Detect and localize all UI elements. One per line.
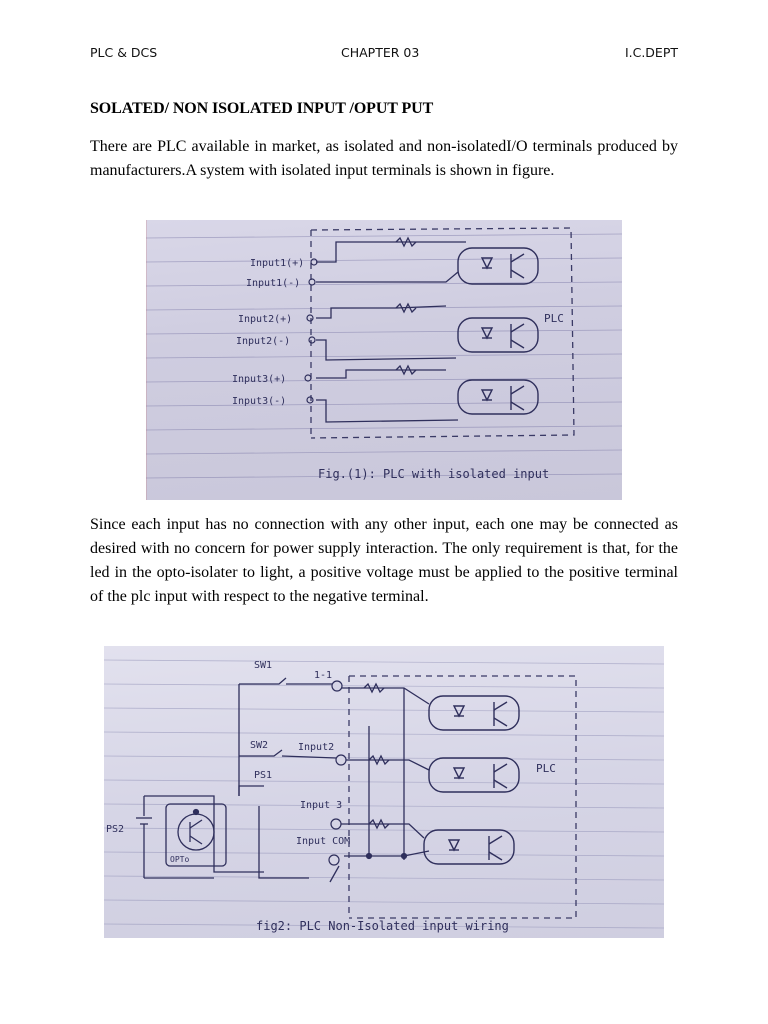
label-sw2: SW2 (250, 740, 269, 751)
paragraph-intro: There are PLC available in market, as isolated and non-isolatedI/O terminals produced by manufacturers.A system with isolated input terminals is shown in figure. (90, 138, 678, 179)
label-opto: OPTo (170, 855, 190, 864)
header-center: CHAPTER 03 (341, 45, 420, 60)
figure-isolated-input (146, 220, 622, 500)
label-sw1: SW1 (254, 660, 273, 671)
page-header (90, 45, 678, 65)
header-left: PLC & DCS (90, 45, 158, 60)
label-input-com: Input COM (296, 836, 351, 847)
label-input3-plus: Input3(+) (232, 374, 287, 385)
label-input1-plus: Input1(+) (250, 258, 305, 269)
label-ps1: PS1 (254, 770, 273, 781)
figure-non-isolated-input (104, 646, 664, 938)
label-input3: Input 3 (300, 800, 343, 811)
label-input2-plus: Input2(+) (238, 314, 293, 325)
figure2-caption: fig2: PLC Non-Isolated input wiring (256, 919, 509, 933)
non-isolated-input-sketch (104, 646, 664, 938)
label-input2: Input2 (298, 742, 335, 753)
header-right: I.C.DEPT (624, 45, 678, 60)
label-input3-minus: Input3(-) (232, 396, 287, 407)
label-input1-minus: Input1(-) (246, 278, 301, 289)
section-title: SOLATED/ NON ISOLATED INPUT /OPUT PUT (90, 100, 434, 117)
label-input1: 1-1 (314, 670, 333, 681)
label-ps2: PS2 (106, 824, 125, 835)
figure1-caption: Fig.(1): PLC with isolated input (318, 467, 550, 481)
isolated-input-sketch (146, 220, 622, 500)
label-plc-2: PLC (536, 762, 556, 775)
label-input2-minus: Input2(-) (236, 336, 291, 347)
paragraph-explanation: Since each input has no connection with any other input, each one may be connected as desired with no concern for power supply interaction. The only requirement is that, for the led in the opto-isolater to light, a positive voltage must be applied to the positive terminal of the plc input with respect to the negative terminal. (90, 516, 678, 605)
label-plc: PLC (544, 312, 564, 325)
